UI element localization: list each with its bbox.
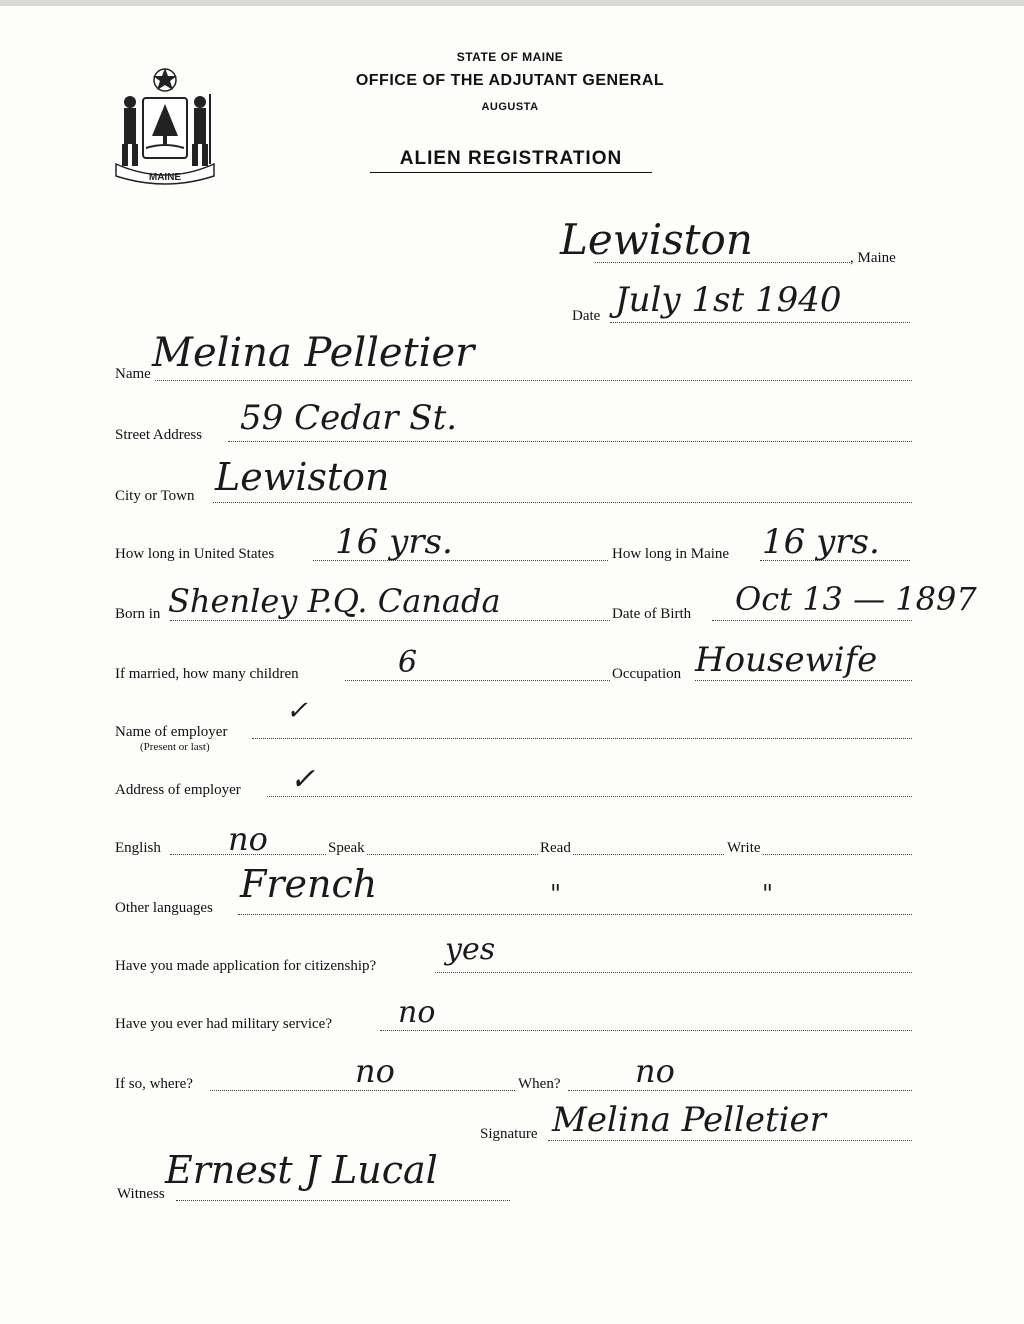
citizenship-line xyxy=(435,972,912,973)
date-value: July 1st 1940 xyxy=(615,280,842,320)
name-label: Name xyxy=(115,366,151,382)
speak-label: Speak xyxy=(328,840,365,856)
children-value: 6 xyxy=(398,645,418,680)
employer-sublabel: (Present or last) xyxy=(140,741,210,753)
occupation-line xyxy=(695,680,912,681)
employer-line xyxy=(252,738,912,739)
how-long-maine-label: How long in Maine xyxy=(612,546,730,562)
when-value: no xyxy=(635,1052,675,1090)
where-label: If so, where? xyxy=(115,1076,193,1092)
english-value: no xyxy=(228,820,268,858)
witness-label: Witness xyxy=(117,1186,165,1202)
dob-label: Date of Birth xyxy=(612,606,692,622)
street-label: Street Address xyxy=(115,427,203,443)
place-line xyxy=(595,262,850,263)
place-value: Lewiston xyxy=(560,215,753,264)
military-line xyxy=(380,1030,912,1031)
city-line xyxy=(213,502,912,503)
when-label: When? xyxy=(518,1076,561,1092)
dob-value: Oct 13 — 1897 xyxy=(735,580,977,618)
born-label: Born in xyxy=(115,606,161,622)
dob-line xyxy=(712,620,912,621)
signature-line xyxy=(548,1140,912,1141)
military-label: Have you ever had military service? xyxy=(115,1016,332,1032)
occupation-label: Occupation xyxy=(612,666,682,682)
signature-label: Signature xyxy=(480,1126,538,1142)
employer-address-label: Address of employer xyxy=(115,782,241,798)
military-value: no xyxy=(398,995,436,1030)
other-languages-value: French xyxy=(240,862,378,906)
header-office: OFFICE OF THE ADJUTANT GENERAL xyxy=(355,72,665,89)
where-value: no xyxy=(355,1052,395,1090)
header-city: AUGUSTA xyxy=(481,101,539,113)
date-label: Date xyxy=(572,308,601,324)
employer-address-line xyxy=(267,796,912,797)
ditto-write: " xyxy=(762,880,774,908)
children-line xyxy=(345,680,610,681)
employer-label: Name of employer xyxy=(115,724,228,740)
form-title: ALIEN REGISTRATION xyxy=(370,148,652,173)
state-seal-icon xyxy=(110,64,220,188)
city-value: Lewiston xyxy=(215,455,390,499)
ditto-read: " xyxy=(550,880,562,908)
citizenship-label: Have you made application for citizenship? xyxy=(115,958,377,974)
children-label: If married, how many children xyxy=(115,666,299,682)
how-long-us-value: 16 yrs. xyxy=(335,522,453,562)
occupation-value: Housewife xyxy=(695,640,878,680)
born-line xyxy=(170,620,610,621)
place-suffix: , Maine xyxy=(850,250,896,266)
street-line xyxy=(228,441,912,442)
name-value: Melina Pelletier xyxy=(152,330,475,376)
city-label: City or Town xyxy=(115,488,195,504)
street-value: 59 Cedar St. xyxy=(240,398,458,438)
other-languages-line xyxy=(238,914,912,915)
scan-edge xyxy=(0,0,1024,6)
witness-value: Ernest J Lucal xyxy=(165,1148,438,1192)
citizenship-value: yes xyxy=(445,932,496,967)
date-line xyxy=(610,322,910,323)
born-value: Shenley P.Q. Canada xyxy=(168,582,501,620)
other-languages-label: Other languages xyxy=(115,900,213,916)
employer-value: ✓ xyxy=(286,696,308,726)
where-line xyxy=(210,1090,515,1091)
how-long-us-label: How long in United States xyxy=(115,546,275,562)
signature-value: Melina Pelletier xyxy=(552,1100,826,1140)
how-long-maine-value: 16 yrs. xyxy=(762,522,880,562)
english-label: English xyxy=(115,840,161,856)
employer-address-value: ✓ xyxy=(290,762,316,797)
witness-line xyxy=(176,1200,510,1201)
header-state: STATE OF MAINE xyxy=(456,50,564,64)
seal-label: MAINE xyxy=(148,172,182,183)
read-label: Read xyxy=(540,840,571,856)
when-line xyxy=(568,1090,912,1091)
write-label: Write xyxy=(727,840,761,856)
name-line xyxy=(155,380,912,381)
